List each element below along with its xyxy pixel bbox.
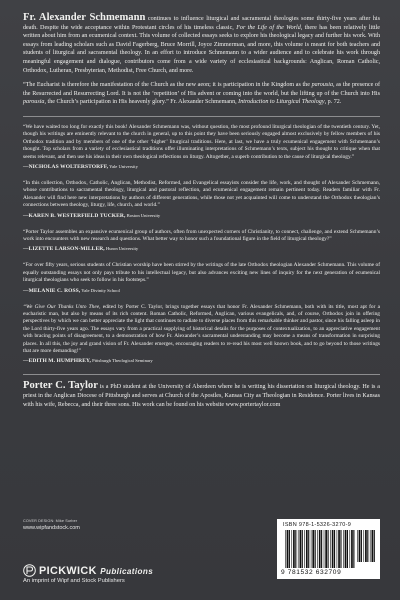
publisher-name: PICKWICK Publications [39,564,154,577]
endorsement-text: “Porter Taylor assembles an expansive ecumenical group of authors, often from unexpected corners of Christianity, to connect, challenge, and extend Schmemann’s work into encounters with new research and questions. What better way to honor such a foundational figure in the field of liturgical theology?” [23,228,380,242]
barcode-bar [304,530,305,568]
barcode-bar [291,530,292,568]
barcode-bar [340,530,341,568]
barcode-bar [308,530,309,568]
endorsement [23,304,380,366]
barcode-bar [374,530,375,562]
barcode-bar [317,530,318,568]
description-paragraph: Fr. Alexander Schmemann continues to influence liturgical and sacramental theologies some thirty-five years after his death. Despite the wide acceptance within Protestant circles of his timeless classic, For the Life of the World, there has been relatively little written about him from an ecumenical context. This volume of collected essays seeks to explore his theological legacy and further his work. With essays from leading scholars such as David Fagerberg, Bruce Morrill, Joyce Zimmerman, and more, this volume is meant for both teachers and students of liturgical and sacramental theology. In an effort to introduce Schmemann to a wider audience and to celebrate his work through meaningful engagement and dialogue, contributors come from a wide variety of ecclesiastical backgrounds: Anglican, Roman Catholic, Orthodox, Lutheran, Presbyterian, Methodist, Free Church, and more. [23,12,381,74]
cover-design-credit: COVER DESIGN: Mike Surber [23,519,78,523]
endorsement-attribution: —NICHOLAS WOLTERSTORFF, Yale University [23,163,138,170]
schmemann-quote: “The Eucharist is therefore the manifestation of the Church as the new aeon; it is participation in the Kingdom as the parousia, as the presence of the Resurrected and Resurrecting Lord. It is not the ‘repetition’ of His advent or coming into the world, but the lifting up of the Church into His parousia, the Church’s participation in His heavenly glory.” Fr. Alexander Schmemann, Introduction to Liturgical Theology, p. 72. [23,82,381,106]
barcode-bar [302,530,303,568]
endorsement-attribution: —EDITH M. HUMPHREY, Pittsburgh Theological Seminary [23,358,153,365]
isbn-text: ISBN 978-1-5326-3270-9 [283,522,352,528]
barcode-bar [345,530,347,568]
endorsement-attribution: —MELANIE C. ROSS, Yale Divinity School [23,287,120,294]
barcode-bar [337,530,338,568]
endorsement-text: “We Give Our Thanks Unto Thee, edited by Porter C. Taylor, brings together essays that honor Fr. Alexander Schmemann, both with its title, most apt for a eucharistic man, but also by means of its rich content. Roman Catholic, Reformed, Anglican, various evangelicals, and, of course, Orthodox join in offering perspectives by which we can better appreciate the light that continues to radiate to diverse places from this remarkable thinker and pastor, since his falling asleep in the Lord thirty-five years ago. The essays vary from a practical supplying of historical details for the purposes of contextualization, to an appreciative engagement with bracing points of disagreement, to a demonstration of how Fr. Alexander’s sacramental understanding may become a means of transformation in surprising places. In all this, the joy and grand vision of Fr. Alexander emerges, encouraging readers to re-read his most well known book, and to go beyond to those writings that are more demanding!” [23,303,380,355]
barcode-bar [295,530,296,568]
barcode-icon [285,530,355,568]
barcode-bar [321,530,322,568]
barcode-bar [319,530,321,568]
barcode-bar [332,530,334,568]
barcode-bar [293,530,295,568]
barcode-number: 9 781532 632709 [281,569,342,576]
endorsement [23,180,380,220]
endorsement-attribution: —LIZETTE LARSON-MILLER, Huron University [23,246,139,253]
publisher-website: www.wipfandstock.com [23,525,80,531]
barcode-bar [363,530,364,562]
price-barcode-icon [357,530,375,562]
isbn-barcode [277,519,380,579]
barcode-bar [359,530,361,562]
back-cover-text [23,14,380,409]
pickwick-logo-icon [23,564,36,577]
subject-name: Fr. Alexander Schmemann [23,12,146,23]
barcode-bar [350,530,351,568]
barcode-bar [325,530,327,568]
barcode-bar [312,530,314,568]
barcode-bar [338,530,340,568]
barcode-bar [351,530,353,568]
barcode-bar [367,530,368,562]
barcode-bar [370,530,371,562]
endorsement [23,229,380,254]
barcode-bar [353,530,354,568]
publisher-logo-row [23,564,153,577]
author-name: Porter C. Taylor [23,380,98,392]
section-divider [23,116,380,117]
barcode-bar [289,530,290,568]
barcode-bar [287,530,289,568]
endorsement-text: “We have waited too long for exactly this book! Alexander Schmemann was, without question, the most profound liturgical theologian of the twentieth century. Yet, though his writings are eminently relevant to the church in general, up to this point they have been seriously engaged almost exclusively by fellow members of his Orthodox tradition and by members of one of the other ‘higher’ liturgical traditions. Here, at last, we have a truly ecumenical engagement with Schmemann’s thought. Top scholars from a variety of ecclesiastical traditions offer illuminating interpretations of Schmemann’s texts, subject his thought to critique when that seems relevant, and then use his ideas in their own theological reflections on liturgy. Altogether, a superb contribution to the cause of liturgical theology.” [23,123,380,160]
barcode-bar [372,530,374,562]
book-description [23,14,380,107]
barcode-bar [311,530,312,568]
endorsement-attribution: —KAREN B. WESTERFIELD TUCKER, Boston University [23,212,161,219]
barcode-bar [334,530,335,568]
section-divider [23,374,380,375]
cover-footer [23,519,380,589]
barcode-bar [347,530,348,568]
barcode-bar [300,530,302,568]
endorsement-text: “For over fifty years, serious students of Christian worship have been stirred by the writings of the late Orthodox theologian Alexander Schmemann. This volume of equally outstanding essays not only pays tribute to his intellectual legacy, but also advances exciting new lines of inquiry for the next generation of ecumenical liturgical theologians who seek to follow in his footsteps.” [23,262,380,284]
endorsement [23,124,380,171]
barcode-bar [306,530,308,568]
endorsement [23,262,380,294]
barcode-bar [365,530,367,562]
barcode-bar [324,530,325,568]
barcode-bar [330,530,331,568]
imprint-line: An imprint of Wipf and Stock Publishers [23,578,125,584]
barcode-bar [343,530,344,568]
barcode-bar [285,530,286,568]
author-bio: Porter C. Taylor is a PhD student at the University of Aberdeen where he is writing his dissertation on liturgical theology. He is a priest in the Anglican Diocese of Pittsburgh and serves at Church of the Apostles, Kansas City as Theologian in Residence. Porter lives in Kansas with his wife, Rebecca, and their three sons. His work can be found on his website www.portertaylor.com [23,380,380,408]
barcode-bar [328,530,329,568]
endorsement-text: “In this collection, Orthodox, Catholic, Anglican, Methodist, Reformed, and Evangelical essayists consider the life, work, and thought of Alexander Schmemann, whose contributions to sacramental theology, liturgical and pastoral reflection, and ecumenical engagement remain pertinent today. Readers familiar with Fr. Alexander will find here new interpretations by authors of different generations, while those not yet acquainted will come to understand the Orthodox theologian’s connections between theology, liturgy, life, church, and world.” [23,179,380,209]
barcode-bar [357,530,358,562]
barcode-bar [298,530,299,568]
barcode-bar [315,530,316,568]
barcode-bar [361,530,362,562]
